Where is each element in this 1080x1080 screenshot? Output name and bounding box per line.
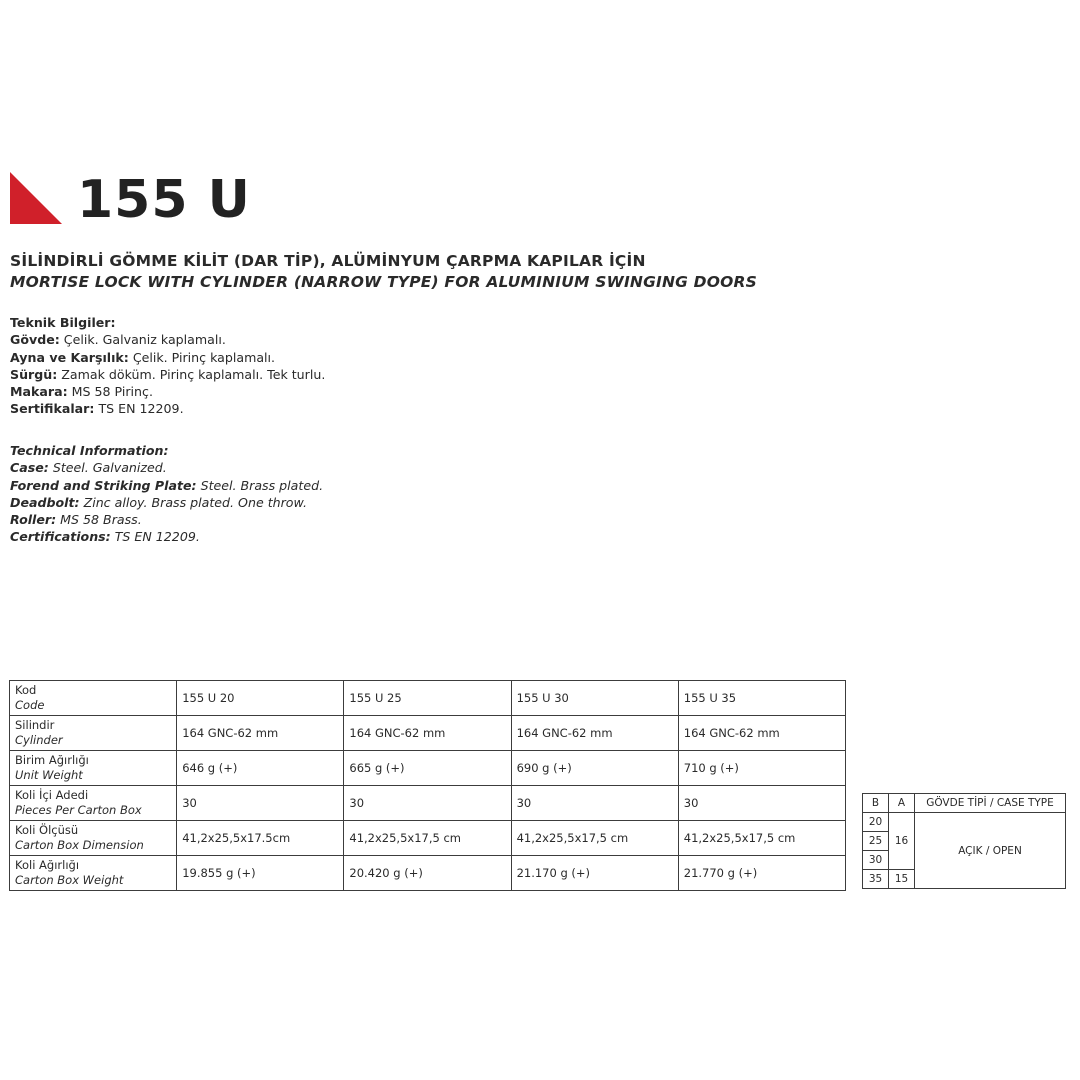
info-line: Sürgü: Zamak döküm. Pirinç kaplamalı. Tek turlu. [10,366,326,382]
row-label-cell [10,786,177,821]
table-cell: 41,2x25,5x17,5 cm [511,821,678,856]
table-cell: 21.770 g (+) [678,856,845,891]
table-cell: 41,2x25,5x17.5cm [177,821,344,856]
technical-info-english [10,442,323,546]
header-cell: GÖVDE TİPİ / CASE TYPE [915,794,1066,813]
table-cell: 30 [344,786,511,821]
row-label-turkish: Koli Ölçüsü [15,823,79,837]
table-cell: 30 [177,786,344,821]
row-label-cell [10,751,177,786]
table-cell: 35 [863,870,889,889]
table-header-row [863,794,1066,813]
info-line: Sertifikalar: TS EN 12209. [10,401,184,417]
table-cell: 164 GNC-62 mm [511,716,678,751]
section-heading: Technical Information: [10,443,169,458]
table-cell: 16 [889,813,915,870]
info-line: Makara: MS 58 Pirinç. [10,384,153,400]
header-cell: B [863,794,889,813]
table-row [10,716,846,751]
section-heading: Teknik Bilgiler: [10,315,116,330]
table-cell: 665 g (+) [344,751,511,786]
info-line: Roller: MS 58 Brass. [10,512,142,528]
table-cell: 155 U 25 [344,681,511,716]
row-label-turkish: Koli İçi Adedi [15,788,89,802]
row-label-turkish: Silindir [15,718,55,732]
row-label-english: Pieces Per Carton Box [15,803,142,817]
table-cell: 164 GNC-62 mm [678,716,845,751]
info-line: Gövde: Çelik. Galvaniz kaplamalı. [10,332,226,348]
row-label-turkish: Birim Ağırlığı [15,753,89,767]
red-triangle-icon [10,172,62,224]
table-cell: 20 [863,813,889,832]
header-cell: A [889,794,915,813]
info-line: Deadbolt: Zinc alloy. Brass plated. One throw. [10,494,308,510]
row-label-english: Carton Box Weight [15,873,124,887]
table-cell: 41,2x25,5x17,5 cm [678,821,845,856]
table-row [10,786,846,821]
table-row [10,681,846,716]
row-label-cell [10,681,177,716]
table-cell: 155 U 35 [678,681,845,716]
table-row [10,821,846,856]
table-row [10,856,846,891]
table-cell: AÇIK / OPEN [915,813,1066,889]
row-label-turkish: Koli Ağırlığı [15,858,80,872]
case-type-table [862,793,1066,889]
row-label-cell [10,821,177,856]
product-model-title: 155 U [77,170,251,230]
table-cell: 30 [863,851,889,870]
info-line: Case: Steel. Galvanized. [10,460,167,476]
table-cell: 30 [678,786,845,821]
table-cell: 41,2x25,5x17,5 cm [344,821,511,856]
row-label-english: Code [15,698,45,712]
table-cell: 710 g (+) [678,751,845,786]
info-line: Forend and Striking Plate: Steel. Brass plated. [10,477,324,493]
table-cell: 19.855 g (+) [177,856,344,891]
row-label-english: Carton Box Dimension [15,838,144,852]
info-line: Certifications: TS EN 12209. [10,529,200,545]
specification-table [9,680,846,891]
table-row [863,813,1066,832]
row-label-cell [10,716,177,751]
table-cell: 20.420 g (+) [344,856,511,891]
table-cell: 30 [511,786,678,821]
table-cell: 690 g (+) [511,751,678,786]
table-cell: 15 [889,870,915,889]
table-cell: 164 GNC-62 mm [344,716,511,751]
table-cell: 21.170 g (+) [511,856,678,891]
technical-info-turkish [10,314,325,418]
table-cell: 155 U 30 [511,681,678,716]
row-label-turkish: Kod [15,683,37,697]
table-cell: 155 U 20 [177,681,344,716]
subtitle-turkish: SİLİNDİRLİ GÖMME KİLİT (DAR TİP), ALÜMİNYUM ÇARPMA KAPILAR İÇİN [10,252,646,270]
table-cell: 646 g (+) [177,751,344,786]
row-label-english: Cylinder [15,733,63,747]
info-line: Ayna ve Karşılık: Çelik. Pirinç kaplamalı. [10,349,276,365]
subtitle-english: MORTISE LOCK WITH CYLINDER (NARROW TYPE) FOR ALUMINIUM SWINGING DOORS [10,273,757,291]
table-row [10,751,846,786]
row-label-cell [10,856,177,891]
table-cell: 25 [863,832,889,851]
table-cell: 164 GNC-62 mm [177,716,344,751]
row-label-english: Unit Weight [15,768,83,782]
